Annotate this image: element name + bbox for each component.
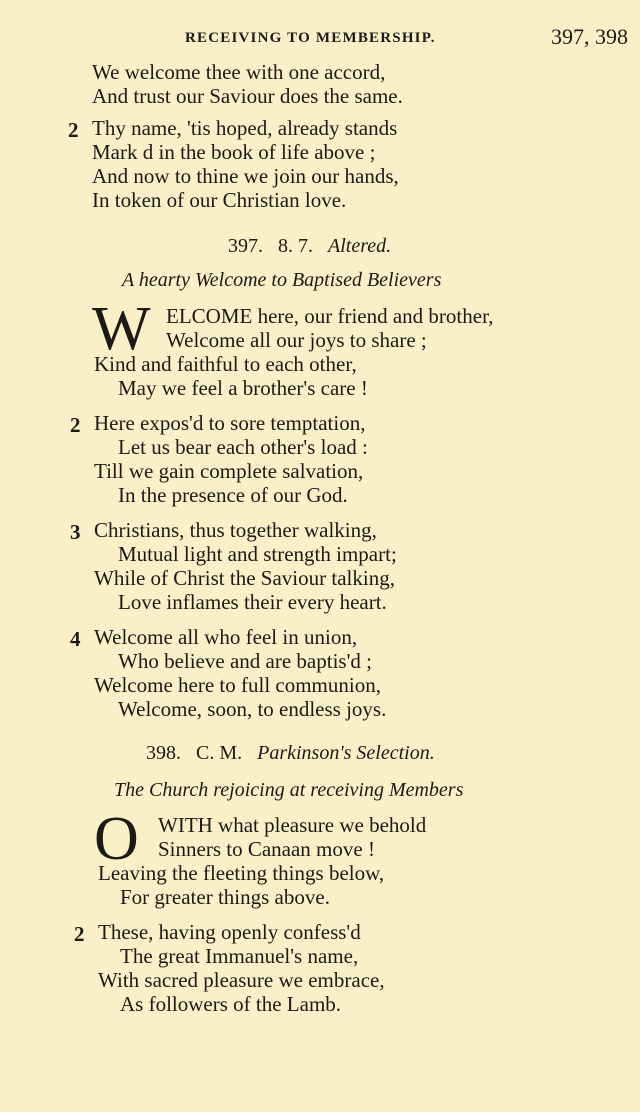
verse-line: Thy name, 'tis hoped, already stands xyxy=(92,116,398,140)
verse-number: 3 xyxy=(70,520,81,544)
verse-line: Welcome all our joys to share ; xyxy=(166,328,427,352)
verse-line: Mutual light and strength impart; xyxy=(118,542,397,566)
verse-line: Let us bear each other's load : xyxy=(118,435,368,459)
hymn-author: Parkinson's Selection. xyxy=(257,742,435,764)
verse-number: 2 xyxy=(74,922,85,946)
hymn-heading xyxy=(146,743,435,763)
verse-line: Till we gain complete salvation, xyxy=(94,459,364,483)
verse-line: WITH what pleasure we behold xyxy=(158,813,427,837)
hymn-subtitle: A hearty Welcome to Baptised Believers xyxy=(122,269,442,291)
verse-line: In token of our Christian love. xyxy=(92,188,347,212)
hymn-meter: C. M. xyxy=(196,742,243,764)
verse-line: Welcome here to full communion, xyxy=(94,673,381,697)
verse-line: While of Christ the Saviour talking, xyxy=(94,566,395,590)
verse-line: As followers of the Lamb. xyxy=(120,992,342,1016)
verse-line: Sinners to Canaan move ! xyxy=(158,837,375,861)
running-title: RECEIVING TO MEMBERSHIP. xyxy=(185,30,436,46)
hymn-author: Altered. xyxy=(328,235,392,257)
verse-line: May we feel a brother's care ! xyxy=(118,376,368,400)
verse-line: For greater things above. xyxy=(120,885,330,909)
verse-line: With sacred pleasure we embrace, xyxy=(98,968,385,992)
verse-line: Love inflames their every heart. xyxy=(118,590,387,614)
verse-line: And now to thine we join our hands, xyxy=(92,164,399,188)
hymn-heading xyxy=(228,236,391,256)
verse-number: 2 xyxy=(68,118,79,142)
verse-line: Christians, thus together walking, xyxy=(94,518,377,542)
verse-line: Mark d in the book of life above ; xyxy=(92,140,376,164)
verse-line: Welcome, soon, to endless joys. xyxy=(118,697,387,721)
verse-line: ELCOME here, our friend and brother, xyxy=(166,304,494,328)
verse-line: Here expos'd to sore temptation, xyxy=(94,411,366,435)
verse-line: The great Immanuel's name, xyxy=(120,944,359,968)
verse-line: Welcome all who feel in union, xyxy=(94,625,358,649)
hymn-meter: 8. 7. xyxy=(278,235,313,257)
verse-line: These, having openly confess'd xyxy=(98,920,361,944)
hymn-number: 398. xyxy=(146,742,181,764)
verse-line: Leaving the fleeting things below, xyxy=(98,861,385,885)
page-numbers: 397, 398 xyxy=(551,24,628,49)
verse-line: We welcome thee with one accord, xyxy=(92,60,386,84)
drop-cap: O xyxy=(94,805,139,873)
hymn-number: 397. xyxy=(228,235,263,257)
verse-number: 2 xyxy=(70,413,81,437)
verse-number: 4 xyxy=(70,627,81,651)
hymn-subtitle: The Church rejoicing at receiving Members xyxy=(114,779,464,801)
verse-line: In the presence of our God. xyxy=(118,483,348,507)
verse-line: And trust our Saviour does the same. xyxy=(92,84,403,108)
verse-line: Who believe and are baptis'd ; xyxy=(118,649,372,673)
drop-cap: W xyxy=(92,295,151,363)
verse-line: Kind and faithful to each other, xyxy=(94,352,357,376)
